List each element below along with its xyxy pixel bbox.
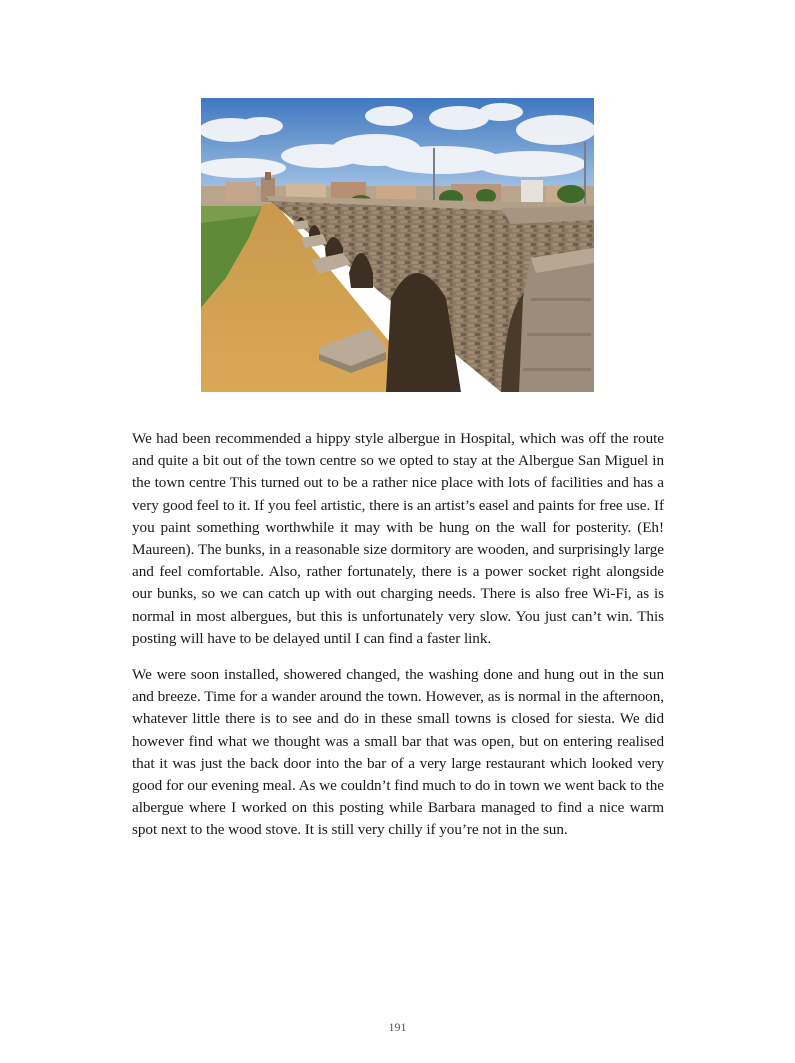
body-text: [132, 428, 664, 856]
roman-bridge-photo: [201, 98, 594, 392]
bridge-photo: [201, 98, 594, 392]
page-number: 191: [388, 1020, 407, 1034]
paragraph: We had been recommended a hippy style albergue in Hospital, which was off the route and quite a bit out of the town centre so we opted to stay at the Albergue San Miguel in the town centre This turned out to be a rather nice place with lots of facilities and has a very good feel to it. If you feel artistic, there is an artist’s easel and paints for free use. If you paint something worthwhile it may with be hung on the wall for posterity. (Eh! Maureen). The bunks, in a reasonable size dormitory are wooden, and surprisingly large and feel comfortable. Also, rather fortunately, there is a power socket right alongside our bunks, so we can catch up with out charging needs. There is also free Wi-Fi, as is normal in most albergues, but this is unfortunately very slow. You just can’t win. This posting will have to be delayed until I can find a faster link.: [132, 430, 664, 647]
paragraph: We were soon installed, showered changed, the washing done and hung out in the sun and breeze. Time for a wander around the town. However, as is normal in the afternoon, whatever little there is to see and do in these small towns is closed for siesta. We did however find what we thought was a small bar that was open, but on entering realised that it was just the back door into the bar of a very large restaurant which looked very good for our evening meal. As we couldn’t find much to do in town we went back to the albergue where I worked on this posting while Barbara managed to find a nice warm spot next to the wood stove. It is still very chilly if you’re not in the sun.: [132, 666, 664, 839]
